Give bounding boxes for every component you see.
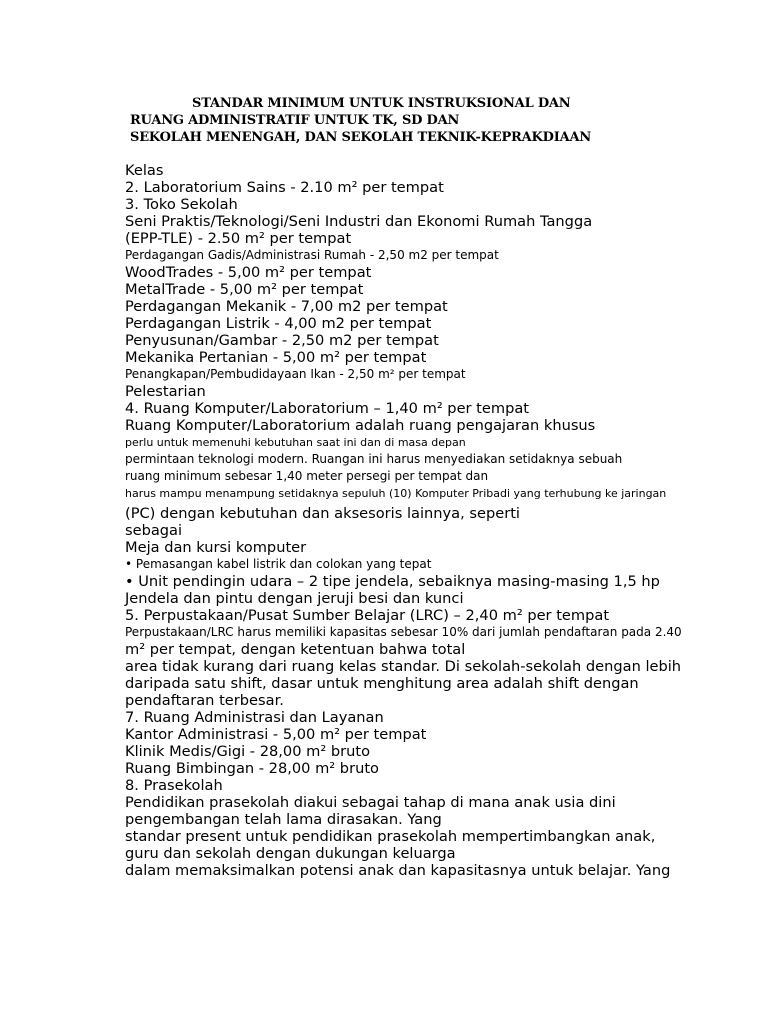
document-body xyxy=(125,162,745,879)
text-line: 4. Ruang Komputer/Laboratorium – 1,40 m² per tempat xyxy=(125,400,530,417)
document-title-line-2: RUANG ADMINISTRATIF UNTUK TK, SD DAN xyxy=(130,113,460,128)
text-line: Perdagangan Gadis/Administrasi Rumah - 2,50 m2 per tempat xyxy=(125,248,499,262)
text-line: ruang minimum sebesar 1,40 meter persegi per tempat dan xyxy=(125,469,489,483)
text-line: 5. Perpustakaan/Pusat Sumber Belajar (LRC) – 2,40 m² per tempat xyxy=(125,607,610,624)
text-line: sebagai xyxy=(125,522,183,539)
text-line: Penyusunan/Gambar - 2,50 m2 per tempat xyxy=(125,332,439,349)
text-line: WoodTrades - 5,00 m² per tempat xyxy=(125,264,372,281)
text-line: 3. Toko Sekolah xyxy=(125,196,238,213)
text-line: pendaftaran terbesar. xyxy=(125,692,284,709)
text-line: Klinik Medis/Gigi - 28,00 m² bruto xyxy=(125,743,370,760)
text-line: dalam memaksimalkan potensi anak dan kapasitasnya untuk belajar. Yang xyxy=(125,862,671,879)
text-line: Ruang Bimbingan - 28,00 m² bruto xyxy=(125,760,379,777)
text-line: Mekanika Pertanian - 5,00 m² per tempat xyxy=(125,349,427,366)
text-line: Perpustakaan/LRC harus memiliki kapasitas sebesar 10% dari jumlah pendaftaran pada 2.40 xyxy=(125,625,682,639)
text-line: Perdagangan Mekanik - 7,00 m2 per tempat xyxy=(125,298,448,315)
text-line: Kelas xyxy=(125,162,164,179)
text-line: perlu untuk memenuhi kebutuhan saat ini dan di masa depan xyxy=(125,436,466,449)
text-line: area tidak kurang dari ruang kelas standar. Di sekolah-sekolah dengan lebih xyxy=(125,658,682,675)
document-title-line-1: STANDAR MINIMUM UNTUK INSTRUKSIONAL DAN xyxy=(192,96,571,111)
text-line: Penangkapan/Pembudidayaan Ikan - 2,50 m² per tempat xyxy=(125,367,466,381)
text-line: (EPP-TLE) - 2.50 m² per tempat xyxy=(125,230,352,247)
text-line: 7. Ruang Administrasi dan Layanan xyxy=(125,709,384,726)
text-line: 2. Laboratorium Sains - 2.10 m² per tempat xyxy=(125,179,444,196)
text-line: pengembangan telah lama dirasakan. Yang xyxy=(125,811,442,828)
text-line: permintaan teknologi modern. Ruangan ini harus menyediakan setidaknya sebuah xyxy=(125,452,623,466)
text-line: standar present untuk pendidikan prasekolah mempertimbangkan anak, xyxy=(125,828,656,845)
text-line: harus mampu menampung setidaknya sepuluh (10) Komputer Pribadi yang terhubung ke jaringan xyxy=(125,487,667,500)
text-line: 8. Prasekolah xyxy=(125,777,223,794)
document-title-line-3: SEKOLAH MENENGAH, DAN SEKOLAH TEKNIK-KEPRAKDIAAN xyxy=(130,130,592,145)
text-line: Pelestarian xyxy=(125,383,206,400)
list-item: • Unit pendingin udara – 2 tipe jendela, sebaiknya masing-masing 1,5 hp xyxy=(125,573,660,590)
text-line: daripada satu shift, dasar untuk menghitung area adalah shift dengan xyxy=(125,675,639,692)
text-line: guru dan sekolah dengan dukungan keluarga xyxy=(125,845,456,862)
text-line: Ruang Komputer/Laboratorium adalah ruang pengajaran khusus xyxy=(125,417,596,434)
list-item: • Pemasangan kabel listrik dan colokan yang tepat xyxy=(125,557,432,571)
text-line: Jendela dan pintu dengan jeruji besi dan kunci xyxy=(125,590,464,607)
text-line: Kantor Administrasi - 5,00 m² per tempat xyxy=(125,726,427,743)
text-line: Seni Praktis/Teknologi/Seni Industri dan Ekonomi Rumah Tangga xyxy=(125,213,593,230)
text-line: (PC) dengan kebutuhan dan aksesoris lainnya, seperti xyxy=(125,505,520,522)
text-line: m² per tempat, dengan ketentuan bahwa total xyxy=(125,641,466,658)
text-line: MetalTrade - 5,00 m² per tempat xyxy=(125,281,364,298)
text-line: Perdagangan Listrik - 4,00 m2 per tempat xyxy=(125,315,432,332)
text-line: Meja dan kursi komputer xyxy=(125,539,307,556)
text-line: Pendidikan prasekolah diakui sebagai tahap di mana anak usia dini xyxy=(125,794,616,811)
